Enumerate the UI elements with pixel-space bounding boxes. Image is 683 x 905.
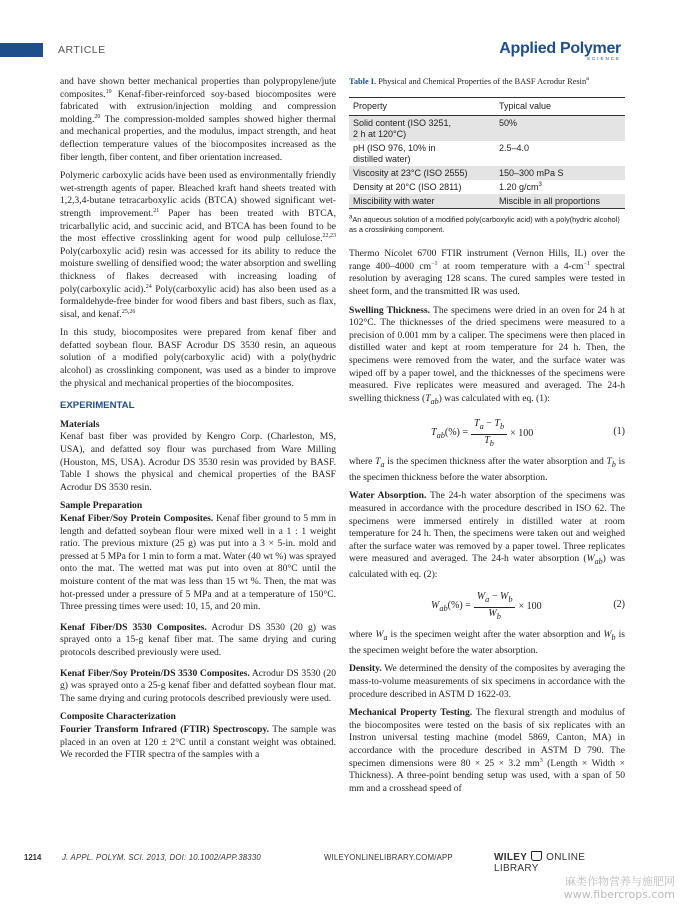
equation-1-number: (1) [613, 426, 625, 438]
table-header-property: Property [349, 98, 495, 116]
text-mechanical: The flexural strength and modulus of the biocomposites were tested on the basis of six replicates with an Instron universal testing machine (model 5869, Canton, MA) in accordance with the procedure described in ASTM D 790. The specimen dimensions were 80 × 25 × 3.2 $mm^3$ (Length × Width × Thickness). A three-point bending setup was used, with a span of 50 mm and a crosshead speed of [349, 707, 625, 794]
journal-logo [499, 40, 621, 61]
runin-density: Density. [349, 663, 382, 675]
heading-sample-preparation: Sample Preparation [60, 500, 143, 512]
equation-2-formula: $W_{ab}(\%)$ = $\frac{W_a - W_b}{W_b}$ × 100 [431, 591, 542, 621]
runin-mechanical: Mechanical Property Testing. [349, 707, 473, 719]
book-icon [531, 851, 542, 861]
table-caption-text: Physical and Chemical Properties of the BASF Acrodur Resin$^a$ [378, 76, 589, 86]
table-cell-value: Miscible in all proportions [495, 194, 625, 209]
runin-swelling: Swelling Thickness. [349, 304, 431, 316]
runin-kfds: Kenaf Fiber/DS 3530 Composites. [60, 621, 207, 633]
table-cell-property: Solid content (ISO 3251, 2 h at 120°C) [349, 116, 495, 142]
paragraph-kfds [60, 622, 336, 660]
text-kfspds: Acrodur DS 3530 (20 g) was sprayed onto a 25-g kenaf fiber and defatted soybean flour mat. The same drying and curing protocols described previously were used. [60, 667, 337, 704]
logo-main-text: Applied Polymer [499, 40, 621, 57]
table-header-value: Typical value [495, 98, 625, 116]
equation-2 [349, 587, 625, 621]
runin-kfsp: Kenaf Fiber/Soy Protein Composites. [60, 513, 214, 524]
table-cell-value: 1.20 $g/cm^3$ [499, 181, 542, 192]
paragraph-swelling [349, 305, 625, 409]
journal-citation: J. APPL. POLYM. SCI. 2013, DOI: 10.1002/APP.38330 [62, 853, 261, 862]
heading-composite-characterization: Composite Characterization [60, 711, 176, 723]
logo-sub-text: SCIENCE [586, 56, 621, 61]
table-cell-property: Miscibility with water [349, 194, 495, 209]
table-cell-value: 2.5–4.0 [499, 142, 530, 153]
table-row [349, 166, 625, 180]
table-cell-value: 50% [495, 116, 625, 142]
site-watermark [564, 875, 675, 901]
wiley-text: WILEY [494, 852, 528, 863]
paragraph-kfsp [60, 513, 336, 614]
runin-kfspds: Kenaf Fiber/Soy Protein/DS 3530 Composites. [60, 667, 250, 679]
table-body [349, 116, 625, 209]
table-header-row [349, 98, 625, 116]
page-number: 1214 [24, 853, 42, 862]
watermark-line-2: www.fibercrops.com [563, 888, 675, 901]
table-cell-property: pH (ISO 976, 10% in distilled water) [353, 142, 436, 164]
table-cell-value: 150–300 mPa S [495, 166, 625, 180]
paragraph-ftir [60, 724, 336, 762]
equation-1 [349, 414, 625, 448]
online-library-text: ONLINE LIBRARY [494, 852, 586, 874]
paragraph-intro-2: Polymeric carboxylic acids have been used as environmentally friendly wet-strength agents of paper. Bleached kraft hand sheets treated with 1,2,3,4-butane tetracarboxylic acids (BTCA) showed significant wet-strength improvement.$^{21}$ Paper has been treated with BTCA, tricarballylic acid, and succinic acid, and BTCA has been found to be the most effective crosslinking agent for wood pulp cellulose.$^{22,23}$ Poly(carboxylic acid) resin was accessed for its ability to reduce the moisture swelling of densified wood; the water absorption and swelling thickness of flakes decreased with increasing loading of poly(carboxylic acid).$^{24}$ Poly(carboxylic acid) has also been used as a formaldehyde-free binder for wood fibers and bast fibers, such as flax, sisal, and kenaf.$^{25,26}$ [60, 170, 337, 320]
runin-water: Water Absorption. [349, 490, 427, 502]
text-kfsp: Kenaf fiber ground to 5 mm in length and defatted soybean flour were mixed well in a 1 : 1 weight ratio. The previous mixture (25 g) was put into a 3 × 5-in. mold and pressed at 5 MPa for 1 min to form a mat. Water (40 wt %) was sprayed onto the mat. The wetted mat was put into oven at 80°C until the moisture content of the mat was less than 15 wt %. Then, the mat was hot-pressed under a pressure of 5 MPa and at a temperature of 150°C. Three pressing times were used: 10, 15, and 20 min. [60, 513, 337, 613]
equation-1-formula: $T_{ab}(\%)$ = $\frac{T_a - T_b}{T_b}$ × 100 [431, 418, 534, 448]
wiley-online-library-logo [494, 851, 624, 874]
table-row [349, 116, 625, 142]
text-water: The 24-h water absorption of the specimens was measured in accordance with the procedure described in ISO 62. The specimens were immersed entirely in distilled water at room temperature for 24 h. Then, the specimens were taken out and weighed after the surface water was removed by a paper towel. Three replicates were measured and averaged. The 24-h water absorption $(W_{ab})$ was calculated with eq. (2): [349, 490, 625, 580]
table-cell-property: Density at 20°C (ISO 2811) [353, 181, 462, 192]
text-density: We determined the density of the composites by averaging the mass-to-volume measurements of six specimens in accordance with the procedure described in ASTM D 1622-03. [349, 663, 625, 700]
table-cell-property: Viscosity at 23°C (ISO 2555) [349, 166, 495, 180]
right-column [349, 76, 625, 801]
paragraph-after-eq1: where $T_a$ is the specimen thickness after the water absorption and $T_b$ is the specimen thickness before the water absorption. [349, 456, 625, 483]
text-kfds: Acrodur DS 3530 (20 g) was sprayed onto a 15-g kenaf fiber mat. The same drying and curing protocols described previously were used. [60, 621, 336, 658]
paragraph-mechanical [349, 707, 625, 795]
section-label: ARTICLE [58, 44, 106, 56]
runin-ftir: Fourier Transform Infrared (FTIR) Spectroscopy. [60, 723, 270, 735]
paragraph-ftir-continued: Thermo Nicolet 6700 FTIR instrument (Vernon Hills, IL) over the range 400–4000 $cm^{-1}$ at room temperature with a $4-cm^{-1}$ spectral resolution by averaging 128 scans. The cured samples were tested in sheet form, and the transmitted IR was used. [349, 248, 625, 297]
table-row [349, 180, 625, 194]
watermark-line-1: 麻类作物营养与施肥网 [565, 875, 675, 888]
paragraph-intro-1: and have shown better mechanical properties than polypropylene/jute composites.$^{19}$ Kenaf-fiber-reinforced soy-based biocomposites were fabricated with extrusion/injection molding and compression molding.$^{20}$ The compression-molded samples showed higher thermal and mechanical properties, and the modulus, impact strength, and heat deflection temperature values of the biocomposites increased as the fiber length, fiber content, and fiber orientation increased. [60, 76, 336, 163]
paragraph-density [349, 663, 625, 701]
paragraph-materials: Kenaf bast fiber was provided by Kengro Corp. (Charleston, MS, USA), and defatted soy flour was purchased from Ware Milling (Houston, MS, USA). Acrodur DS 3530 resin was provided by BASF. Table I shows the physical and chemical properties of the BASF Acrodur DS 3530 resin. [60, 431, 336, 493]
left-column [60, 76, 336, 768]
table-row [349, 194, 625, 209]
table-footnote: $^a$An aqueous solution of a modified poly(carboxylic acid) with a poly(hydric alcohol) as a crosslinking component. [349, 214, 620, 234]
text-ftir: The sample was placed in an oven at 120 ± 2°C until a constant weight was obtained. We recorded the FTIR spectra of the samples with a [60, 723, 337, 761]
properties-table [349, 97, 625, 209]
paragraph-after-eq2: where $W_a$ is the specimen weight after the water absorption and $W_b$ is the specimen weight before the water absorption. [349, 629, 625, 656]
text-swelling: The specimens were dried in an oven for 24 h at 102°C. The thicknesses of the dried specimens were measured to a precision of 0.001 mm by a caliper. The specimens were then placed in distilled water and kept at room temperature for 24 h. Then, the specimens were removed from the water, and the surface water was wiped off by a paper towel, and the thicknesses of the specimens were measured. Five replicates were measured and averaged. The 24-h swelling thickness $(T_{ab})$ was calculated with eq. (1): [349, 304, 625, 406]
table-row [349, 141, 625, 166]
table-caption-label: Table I. [349, 77, 377, 86]
paragraph-kfspds [60, 668, 336, 706]
journal-website: WILEYONLINELIBRARY.COM/APP [324, 853, 453, 862]
heading-experimental: EXPERIMENTAL [60, 400, 135, 412]
section-color-bar [0, 43, 43, 57]
paragraph-intro-3: In this study, biocomposites were prepared from kenaf fiber and defatted soybean flour. BASF Acrodur DS 3530 resin, an aqueous solution of a modified poly(carboxylic acid) with a poly(hydric alcohol) as crosslinking component, was used as a binder to improve the physical and mechanical properties of the biocomposites. [60, 327, 336, 389]
heading-materials: Materials [60, 418, 100, 430]
table-caption [349, 76, 625, 87]
equation-2-number: (2) [613, 599, 625, 611]
paragraph-water [349, 490, 625, 581]
